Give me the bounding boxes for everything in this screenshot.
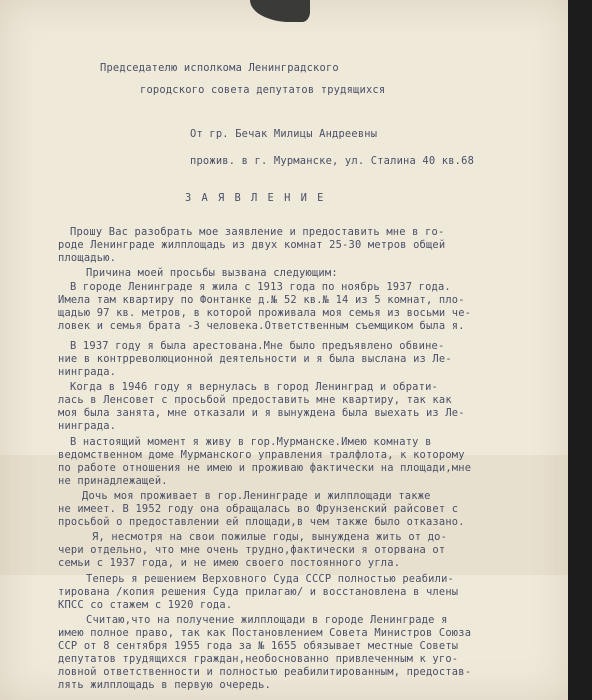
body-line: моя была занята, мне отказали и я вынуждена была выехать из Ле- <box>58 407 465 419</box>
body-line: просьбой о предоставлении ей площади,в чем также было отказано. <box>58 516 465 528</box>
body-line: Теперь я решением Верховного Суда СССР полностью реабили- <box>86 573 454 585</box>
body-line: Когда в 1946 году я вернулась в город Ленинград и обрати- <box>70 381 438 393</box>
body-line: Причина моей просьбы вызвана следующим: <box>86 267 338 279</box>
body-line: щадью 97 кв. метров, в которой проживала моя семья из восьми че- <box>58 307 472 319</box>
body-line: ССР от 8 сентября 1955 года за № 1655 обязывает местные Советы <box>58 640 459 652</box>
body-line: нинграда. <box>58 366 117 378</box>
body-line: Я, несмотря на свои пожилые годы, вынуждена жить от до- <box>92 531 448 543</box>
addressee-line-1: Председателю исполкома Ленинградского <box>100 62 339 74</box>
body-line: лять жилплощадь в первую очередь. <box>58 679 272 691</box>
body-line: В настоящий момент я живу в гор.Мурманске.Имею комнату в <box>70 436 432 448</box>
body-line: В 1937 году я была арестована.Мне было предъявлено обвине- <box>70 340 445 352</box>
body-line: имею полное право, так как Постановлением Совета Министров Союза <box>58 627 472 639</box>
addressee-line-2: городского совета депутатов трудящихся <box>140 84 386 96</box>
body-line: нинграда. <box>58 420 117 432</box>
body-line: ние в контрреволюционной деятельности и я была выслана из Ле- <box>58 353 452 365</box>
body-line: роде Ленинграде жилплощадь из двух комнат 25-30 метров общей <box>58 239 446 251</box>
body-line: В городе Ленинграде я жила с 1913 года по ноябрь 1937 года. <box>70 281 451 293</box>
body-line: ловной ответственности и полностью реабилитированным, предостав- <box>58 666 472 678</box>
body-line: депутатов трудящихся граждан,необоснованно привлеченным к уго- <box>58 653 459 665</box>
body-line: Прошу Вас разобрать мое заявление и предоставить мне в го- <box>70 226 445 238</box>
body-line: не имеет. В 1952 году она обращалась во Фрунзенский райсовет с <box>58 503 459 515</box>
body-line: тирована /копия решения Суда прилагаю/ и восстановлена в члены <box>58 586 459 598</box>
body-line: Дочь моя проживает в гор.Ленинграде и жилплощади также <box>82 490 431 502</box>
body-line: Считаю,что на получение жилплощади в городе Ленинграде я <box>86 614 448 626</box>
body-line: ведомственном доме Мурманского управления тралфлота, к которому <box>58 449 465 461</box>
body-line: Имела там квартиру по Фонтанке д.№ 52 кв.№ 14 из 5 комнат, пло- <box>58 294 465 306</box>
sender-line: От гр. Бечак Милицы Андреевны <box>190 128 378 140</box>
body-line: ловек и семья брата -3 человека.Ответственным съемщиком была я. <box>58 320 465 332</box>
torn-corner <box>250 0 310 22</box>
body-line: чери отдельно, что мне очень трудно,фактически я оторвана от <box>58 544 446 556</box>
body-line: не принадлежащей. <box>58 475 168 487</box>
body-line: площадью. <box>58 252 117 264</box>
scan-background-edge <box>568 0 592 700</box>
body-line: семьи с 1937 года, и не имею своего постоянного угла. <box>58 557 401 569</box>
residence-line: прожив. в г. Мурманске, ул. Сталина 40 кв.68 <box>190 155 475 167</box>
document-title: З А Я В Л Е Н И Е <box>185 192 326 204</box>
body-line: КПСС со стажем с 1920 года. <box>58 599 233 611</box>
body-line: лась в Ленсовет с просьбой предоставить мне квартиру, так как <box>58 394 452 406</box>
body-line: по работе отношения не имею и проживаю фактически на площади,мне <box>58 462 472 474</box>
